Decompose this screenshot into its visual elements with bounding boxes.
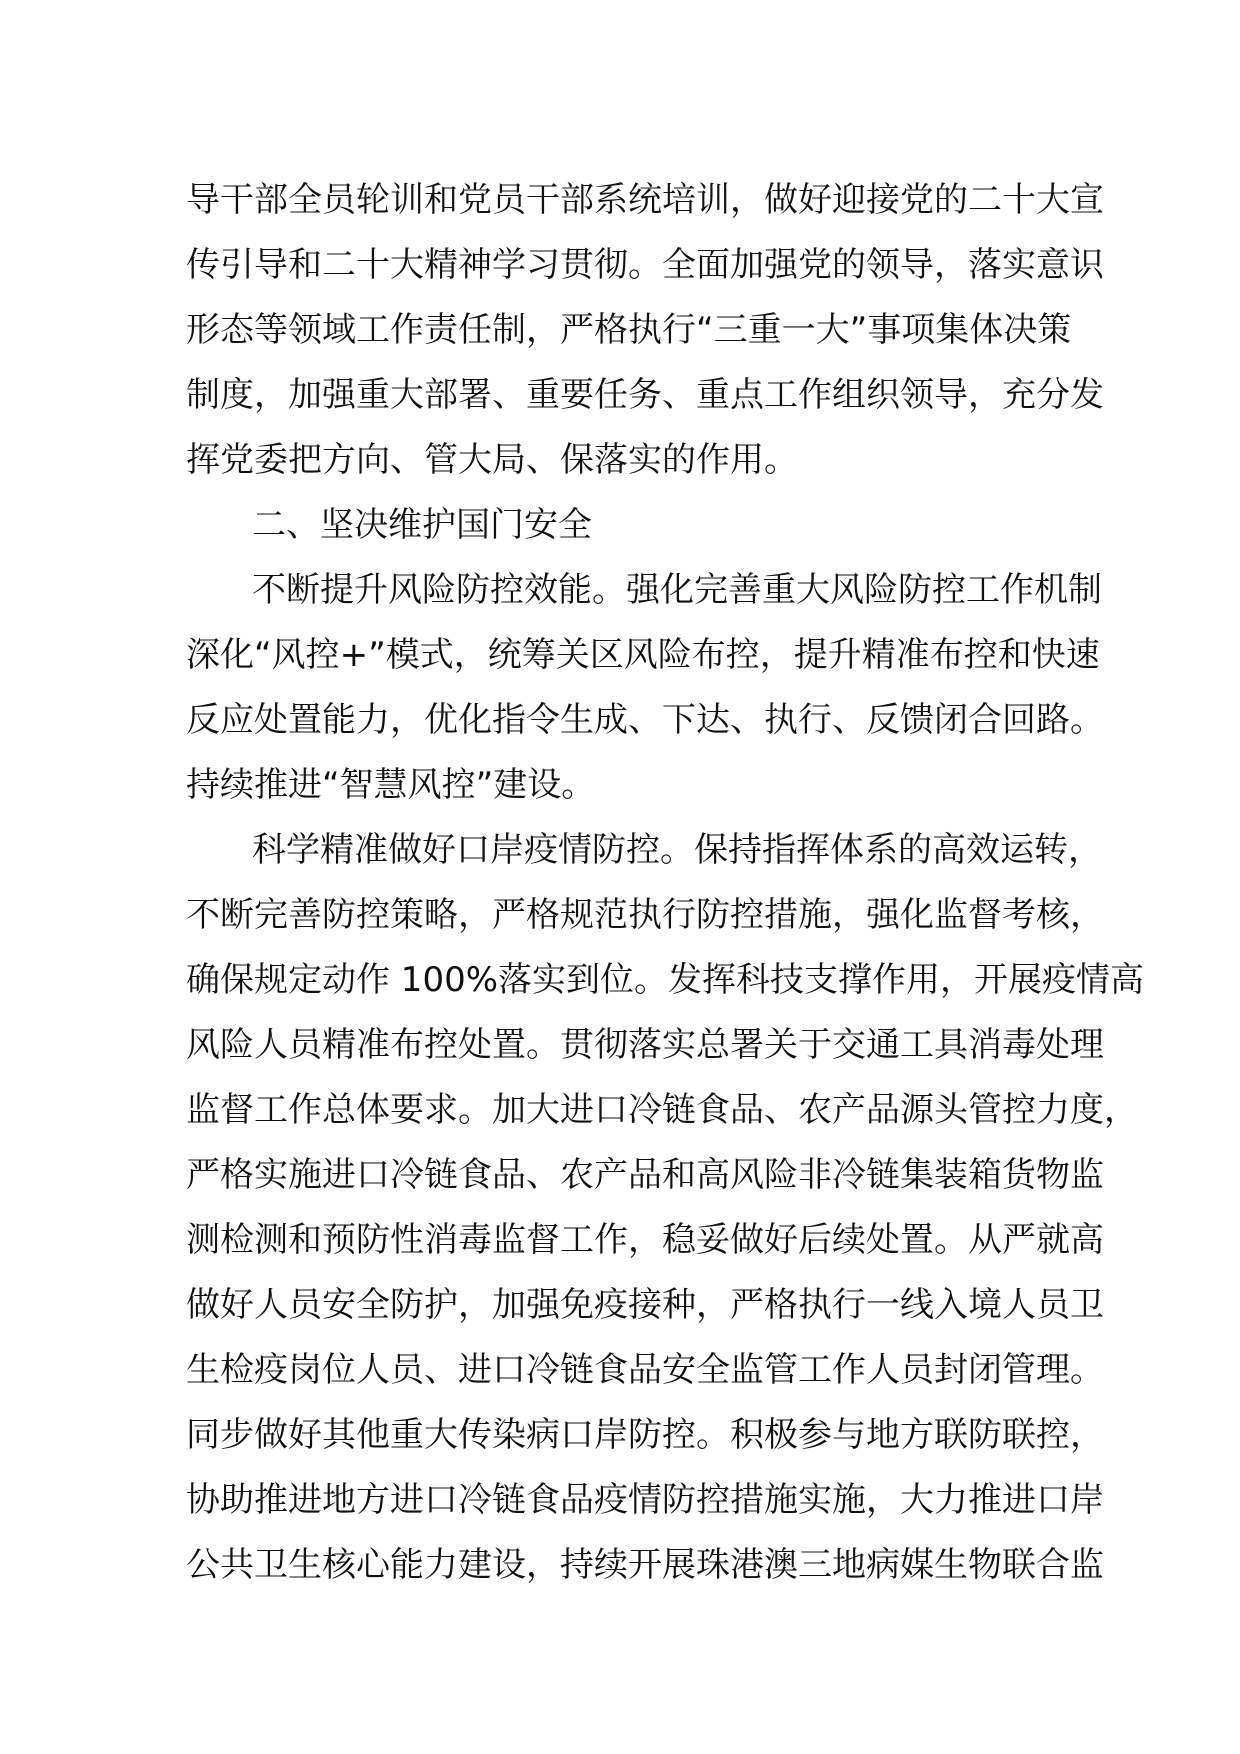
paragraph xyxy=(186,818,1145,1598)
text-line: 不断提升风险防控效能。强化完善重大风险防控工作机制 xyxy=(252,570,1102,610)
text-line: 公共卫生核心能力建设，持续开展珠港澳三地病媒生物联合监 xyxy=(186,1545,1104,1585)
text-line: 严格实施进口冷链食品、农产品和高风险非冷链集装箱货物监 xyxy=(186,1155,1104,1195)
text-line: 深化“风控+”模式，统筹关区风险布控，提升精准布控和快速 xyxy=(186,635,1100,675)
text-line: 制度，加强重大部署、重要任务、重点工作组织领导，充分发 xyxy=(186,375,1104,415)
text-line: 做好人员安全防护，加强免疫接种，严格执行一线入境人员卫 xyxy=(186,1285,1104,1325)
text-line: 科学精准做好口岸疫情防控。保持指挥体系的高效运转， xyxy=(252,830,1102,870)
text-line: 不断完善防控策略，严格规范执行防控措施，强化监督考核， xyxy=(186,895,1104,935)
text-line: 监督工作总体要求。加大进口冷链食品、农产品源头管控力度， xyxy=(186,1090,1138,1130)
text-line: 传引导和二十大精神学习贯彻。全面加强党的领导，落实意识 xyxy=(186,245,1104,285)
text-line: 同步做好其他重大传染病口岸防控。积极参与地方联防联控， xyxy=(186,1415,1104,1455)
text-line: 生检疫岗位人员、进口冷链食品安全监管工作人员封闭管理。 xyxy=(186,1350,1104,1390)
paragraph xyxy=(186,558,1104,818)
text-line: 反应处置能力，优化指令生成、下达、执行、反馈闭合回路。 xyxy=(186,700,1104,740)
text-line: 测检测和预防性消毒监督工作，稳妥做好后续处置。从严就高 xyxy=(186,1220,1104,1260)
text-line: 协助推进地方进口冷链食品疫情防控措施实施，大力推进口岸 xyxy=(186,1480,1104,1520)
text-line: 形态等领域工作责任制，严格执行“三重一大”事项集体决策 xyxy=(186,310,1072,350)
text-line: 确保规定动作 100%落实到位。发挥科技支撑作用，开展疫情高 xyxy=(186,960,1145,1000)
text-line: 风险人员精准布控处置。贯彻落实总署关于交通工具消毒处理 xyxy=(186,1025,1104,1065)
text-line: 持续推进“智慧风控”建设。 xyxy=(186,765,596,805)
text-line: 挥党委把方向、管大局、保落实的作用。 xyxy=(186,440,798,480)
paragraph xyxy=(186,168,1104,493)
document-page xyxy=(186,168,1145,1598)
heading-text: 二、坚决维护国门安全 xyxy=(252,505,592,545)
text-line: 导干部全员轮训和党员干部系统培训，做好迎接党的二十大宣 xyxy=(186,180,1104,220)
section-heading xyxy=(186,493,1066,558)
